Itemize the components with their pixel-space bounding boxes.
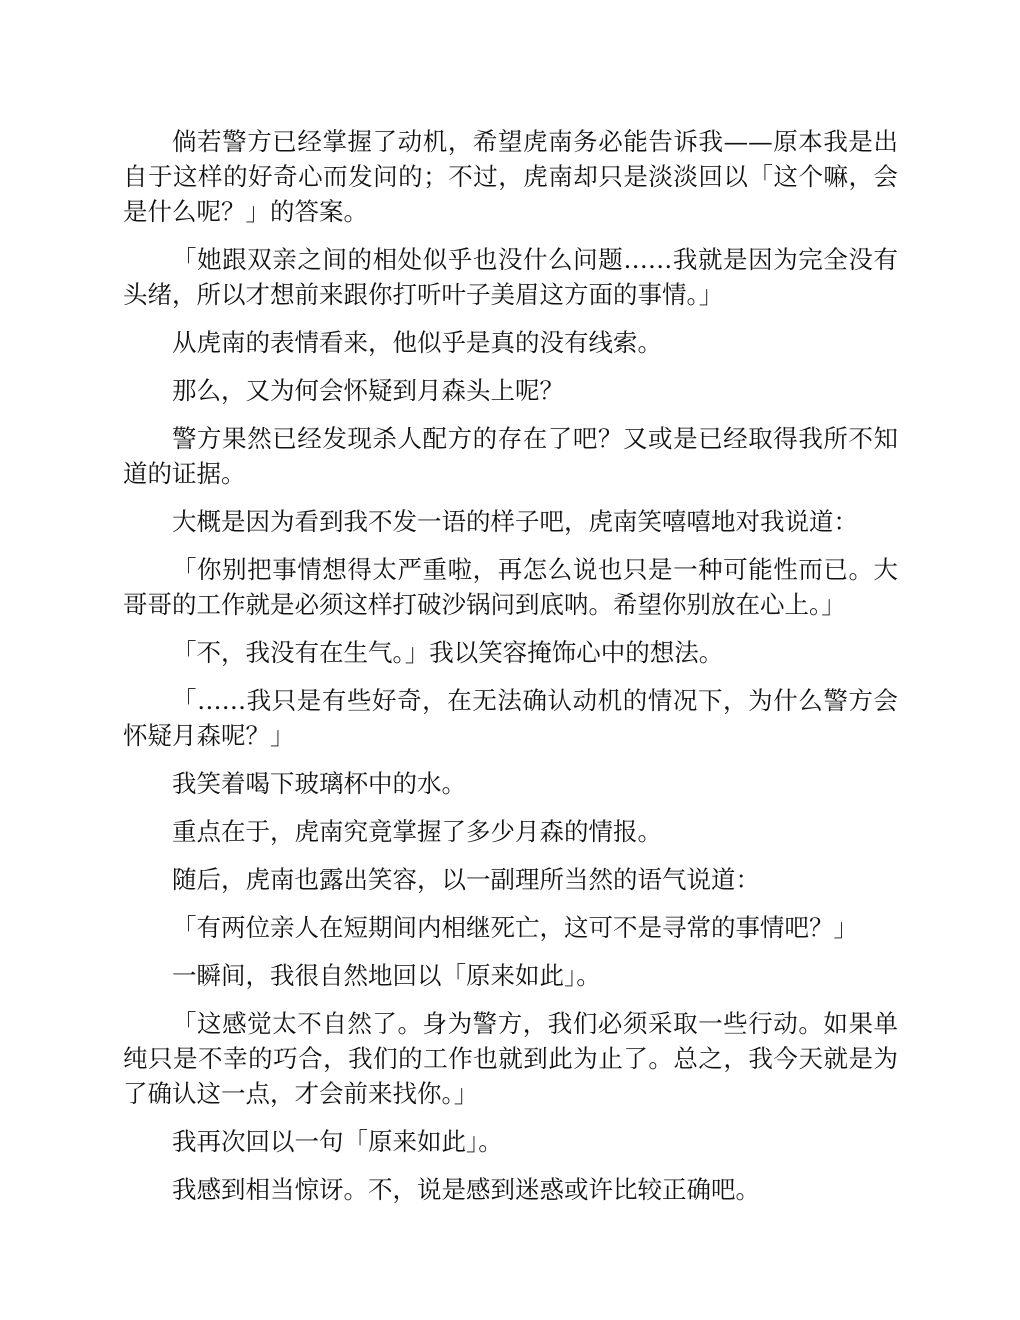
paragraph: 「她跟双亲之间的相处似乎也没什么问题……我就是因为完全没有头绪，所以才想前来跟你打听叶子美眉这方面的事情。」 bbox=[123, 245, 898, 309]
paragraph: 随后，虎南也露出笑容，以一副理所当然的语气说道： bbox=[172, 865, 760, 894]
paragraph: 我再次回以一句「原来如此」。 bbox=[172, 1127, 503, 1156]
paragraph: 「你别把事情想得太严重啦，再怎么说也只是一种可能性而已。大哥哥的工作就是必须这样打破沙锅问到底呐。希望你别放在心上。」 bbox=[123, 555, 898, 619]
paragraph: 大概是因为看到我不发一语的样子吧，虎南笑嘻嘻地对我说道： bbox=[172, 507, 858, 536]
paragraph: 警方果然已经发现杀人配方的存在了吧？又或是已经取得我所不知道的证据。 bbox=[123, 424, 898, 488]
paragraph: 我感到相当惊讶。不，说是感到迷惑或许比较正确吧。 bbox=[172, 1175, 760, 1204]
paragraph: 那么，又为何会怀疑到月森头上呢？ bbox=[172, 376, 564, 405]
paragraph: 重点在于，虎南究竟掌握了多少月森的情报。 bbox=[172, 817, 662, 846]
document-page bbox=[123, 124, 898, 1220]
paragraph: 我笑着喝下玻璃杯中的水。 bbox=[172, 769, 466, 798]
paragraph: 「有两位亲人在短期间内相继死亡，这可不是寻常的事情吧？」 bbox=[172, 913, 858, 942]
paragraph: 一瞬间，我很自然地回以「原来如此」。 bbox=[172, 961, 601, 990]
paragraph: 「这感觉太不自然了。身为警方，我们必须采取一些行动。如果单纯只是不幸的巧合，我们的工作也就到此为止了。总之，我今天就是为了确认这一点，才会前来找你。」 bbox=[123, 1009, 898, 1108]
paragraph: 从虎南的表情看来，他似乎是真的没有线索。 bbox=[172, 328, 662, 357]
paragraph: 倘若警方已经掌握了动机，希望虎南务必能告诉我——原本我是出自于这样的好奇心而发问的；不过，虎南却只是淡淡回以「这个嘛，会是什么呢？」的答案。 bbox=[123, 127, 898, 226]
paragraph: 「……我只是有些好奇，在无法确认动机的情况下，为什么警方会怀疑月森呢？」 bbox=[123, 686, 898, 750]
paragraph: 「不，我没有在生气。」我以笑容掩饰心中的想法。 bbox=[172, 638, 724, 667]
